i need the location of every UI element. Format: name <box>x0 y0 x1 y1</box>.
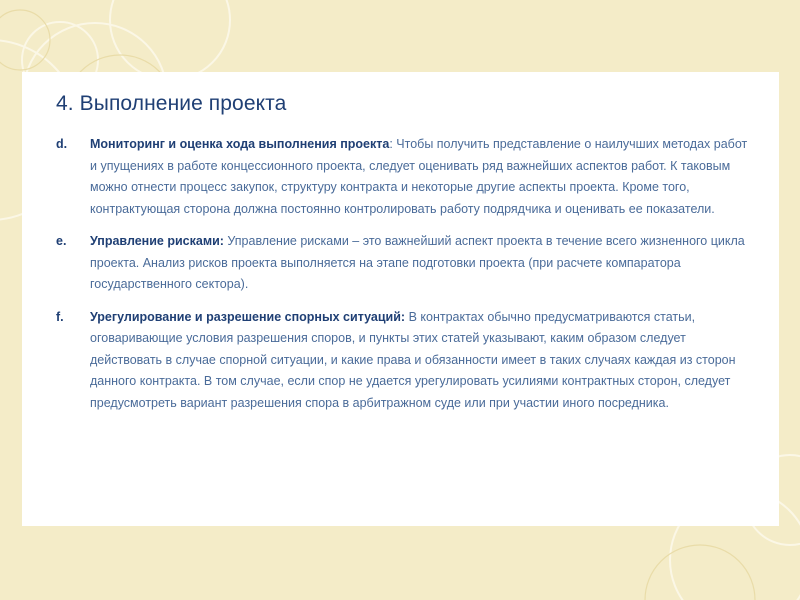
item-list <box>56 134 756 425</box>
item-body: Управление рисками – это важнейший аспект проекта в течение всего жизненного цикла проекта. Анализ рисков проекта выполняется на этапе подготовки проекта (при расчете компаратора государственного сектора). <box>90 234 745 291</box>
slide-title: 4. Выполнение проекта <box>56 92 287 115</box>
item-marker: e. <box>56 234 67 248</box>
slide-content-panel <box>22 72 779 526</box>
item-heading: Управление рисками: <box>90 234 224 248</box>
item-marker: f. <box>56 309 64 324</box>
item-marker: d. <box>56 137 68 151</box>
list-item-f <box>56 307 756 415</box>
list-item-d <box>56 134 756 220</box>
item-text <box>90 231 756 296</box>
item-heading: Урегулирование и разрешение спорных ситуаций: <box>90 309 406 324</box>
item-text <box>90 307 756 415</box>
item-body: В контрактах обычно предусматриваются статьи, оговаривающие условия разрешения споров, и пункты этих статей указывают, каким образом следует действовать в случае спорной ситуации, и какие права и обязанности имеет в таких случаях каждая из сторон данного контракта. В том случае, если спор не удается урегулировать усилиями контрактных сторон, следует предусмотреть вариант разрешения спора в арбитражном суде или при участии иного посредника. <box>90 309 736 410</box>
list-item-e <box>56 231 756 296</box>
item-text <box>90 134 756 220</box>
item-body: : Чтобы получить представление о наилучших методах работ и упущениях в работе концессионного проекта, следует оценивать ряд важнейших аспектов работ. К таковым можно отнести процесс закупок, структуру контракта и некоторые другие аспекты проекта. Кроме того, контрактующая сторона должна постоянно контролировать работу подрядчика и оценивать ее показатели. <box>90 137 748 216</box>
item-heading: Мониторинг и оценка хода выполнения проекта <box>90 137 390 151</box>
